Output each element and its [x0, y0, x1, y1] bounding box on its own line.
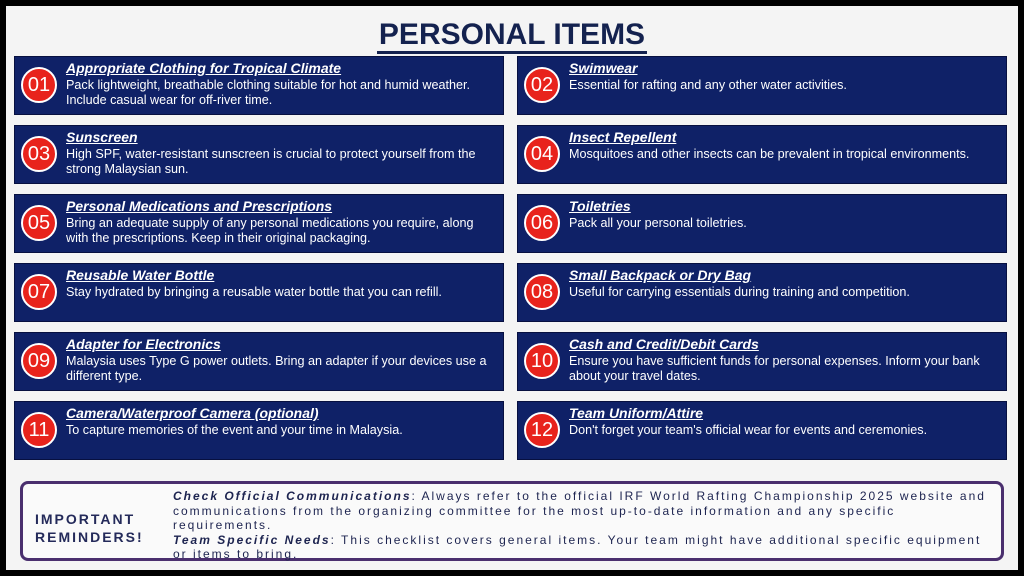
item-card: [517, 332, 1007, 391]
item-card: [14, 263, 504, 322]
item-description: Useful for carrying essentials during training and competition.: [569, 285, 910, 299]
reminders-label: IMPORTANT REMINDERS!: [35, 511, 144, 545]
item-number-badge: 09: [21, 343, 57, 379]
item-description: Essential for rafting and any other water activities.: [569, 78, 847, 92]
item-title: Team Uniform/Attire: [569, 405, 704, 421]
reminders-box: [20, 481, 1004, 561]
item-title: Toiletries: [569, 198, 631, 214]
check-communications-title: Check Official Communications: [173, 489, 412, 503]
item-number-badge: 05: [21, 205, 57, 241]
item-description: Stay hydrated by bringing a reusable water bottle that you can refill.: [66, 285, 442, 299]
item-number-badge: 11: [21, 412, 57, 448]
item-number-badge: 08: [524, 274, 560, 310]
team-needs-text: : This checklist covers general items. Your team might have additional specific equipment or items to bring.: [173, 532, 982, 561]
infographic-frame: [6, 6, 1018, 570]
check-communications-text: : Always refer to the official IRF World Rafting Championship 2025 website and communications from the organizing committee for the most up-to-date information and any specific requirements.: [173, 489, 986, 532]
item-card: [517, 56, 1007, 115]
item-title: Personal Medications and Prescriptions: [66, 198, 333, 214]
item-title: Swimwear: [569, 60, 638, 76]
item-number-badge: 10: [524, 343, 560, 379]
item-description: Mosquitoes and other insects can be prevalent in tropical environments.: [569, 147, 970, 161]
item-number-badge: 04: [524, 136, 560, 172]
item-card: [517, 194, 1007, 253]
item-card: [517, 125, 1007, 184]
item-card: [14, 332, 504, 391]
reminders-text: [173, 489, 991, 562]
team-needs-title: Team Specific Needs: [173, 532, 331, 547]
item-number-badge: 02: [524, 67, 560, 103]
item-title: Appropriate Clothing for Tropical Climate: [66, 60, 342, 76]
item-card: [14, 194, 504, 253]
item-title: Cash and Credit/Debit Cards: [569, 336, 759, 352]
item-description: Don't forget your team's official wear for events and ceremonies.: [569, 423, 928, 437]
item-number-badge: 03: [21, 136, 57, 172]
item-description: Pack all your personal toiletries.: [569, 216, 747, 230]
item-card: [14, 125, 504, 184]
item-description: To capture memories of the event and your time in Malaysia.: [66, 423, 403, 437]
item-number-badge: 07: [21, 274, 57, 310]
item-title: Reusable Water Bottle: [66, 267, 215, 283]
item-title: Sunscreen: [66, 129, 138, 145]
item-description: Ensure you have sufficient funds for personal expenses. Inform your bank about your travel dates.: [569, 354, 980, 383]
item-description: Pack lightweight, breathable clothing suitable for hot and humid weather. Include casual wear for off-river time.: [66, 78, 470, 107]
page-title: PERSONAL ITEMS: [6, 18, 1018, 52]
item-description: Bring an adequate supply of any personal medications you require, along with the prescriptions. Keep in their original packaging.: [66, 216, 474, 245]
item-card: [14, 401, 504, 460]
item-card: [517, 401, 1007, 460]
item-card: [517, 263, 1007, 322]
item-description: High SPF, water-resistant sunscreen is crucial to protect yourself from the strong Malaysian sun.: [66, 147, 476, 176]
item-description: Malaysia uses Type G power outlets. Bring an adapter if your devices use a different type.: [66, 354, 487, 383]
item-title: Small Backpack or Dry Bag: [569, 267, 752, 283]
item-title: Adapter for Electronics: [66, 336, 221, 352]
item-number-badge: 12: [524, 412, 560, 448]
item-number-badge: 06: [524, 205, 560, 241]
item-number-badge: 01: [21, 67, 57, 103]
item-title: Insect Repellent: [569, 129, 677, 145]
item-card: [14, 56, 504, 115]
item-title: Camera/Waterproof Camera (optional): [66, 405, 319, 421]
